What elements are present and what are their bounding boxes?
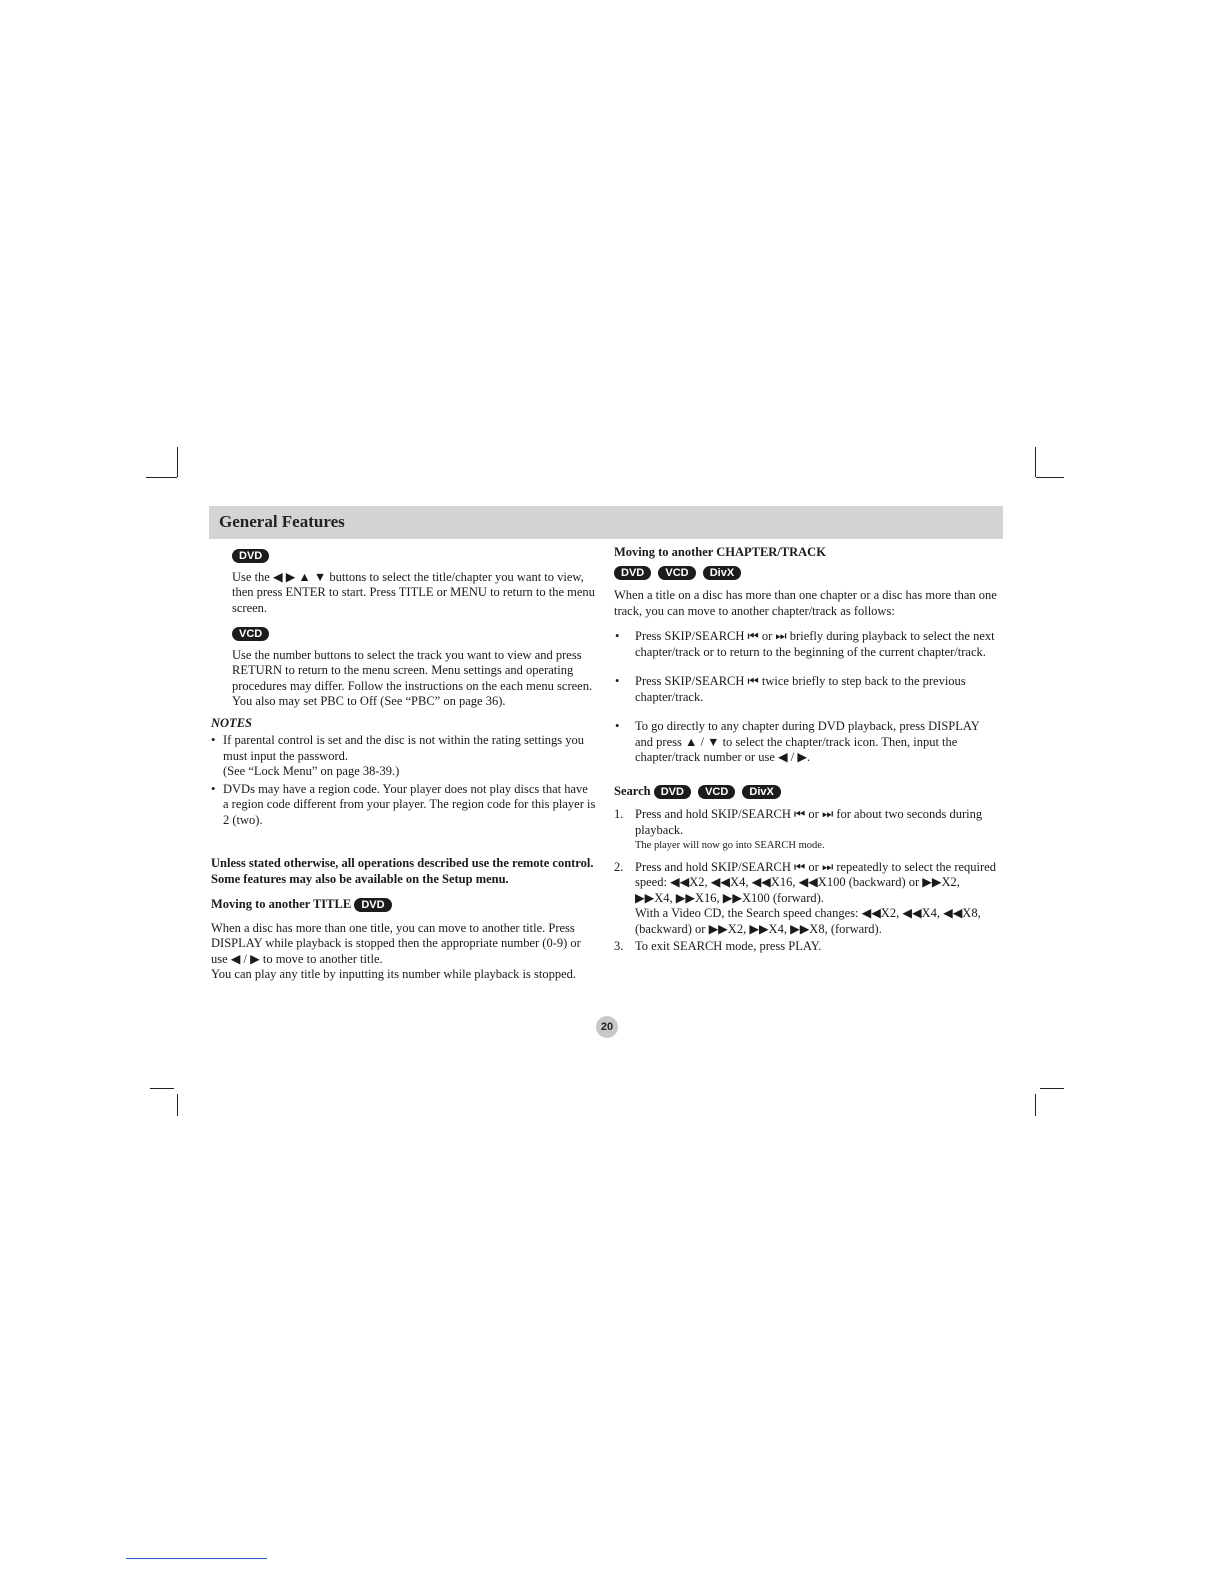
step-number: 2. <box>614 859 624 874</box>
note-item <box>211 782 596 829</box>
note-text: (See “Lock Menu” on page 38-39.) <box>223 764 400 778</box>
bullet-dot: • <box>615 674 620 688</box>
link-underline <box>126 1558 267 1559</box>
vcd-instructions: Use the number buttons to select the track you want to view and press RETURN to return to the menu screen. Menu settings and operating procedures may differ. Follow the instructions on the each menu screen. You also may set PBC to Off (See “PBC” on page 36). <box>232 647 593 708</box>
bullet-dot: • <box>615 629 620 643</box>
title-paragraph: You can play any title by inputting its number while playback is stopped. <box>211 967 577 981</box>
dvd-badge: DVD <box>614 566 651 580</box>
notes-heading: NOTES <box>211 715 252 730</box>
crop-mark <box>150 1088 174 1089</box>
bullet-dot: • <box>211 733 216 747</box>
bullet-text: Press SKIP/SEARCH ⏮ or ⏭ briefly during playback to select the next chapter/track or to return to the beginning of the current chapter/track. <box>635 629 995 659</box>
section-title: General Features <box>219 512 345 531</box>
search-step <box>614 939 999 955</box>
bullet-text: Press SKIP/SEARCH ⏮ twice briefly to step back to the previous chapter/track. <box>635 674 966 704</box>
right-column <box>614 545 999 955</box>
step-text: Press and hold SKIP/SEARCH ⏮ or ⏭ repeatedly to select the required speed: ◀◀X2, ◀◀X4, ◀◀X16, ◀◀X100 (backward) or ▶▶X2, ▶▶X4, ▶▶X16, ▶▶X100 (forward). <box>635 859 996 905</box>
search-step <box>614 807 999 854</box>
step-note: The player will now go into SEARCH mode. <box>635 840 825 851</box>
dvd-badge: DVD <box>354 898 391 912</box>
note-item <box>211 733 596 780</box>
divx-badge: DivX <box>742 785 780 799</box>
bullet-dot: • <box>615 719 620 733</box>
note-text: If parental control is set and the disc is not within the rating settings you must input the password. <box>223 733 585 763</box>
chapter-badges <box>614 565 999 581</box>
crop-mark <box>1035 447 1036 477</box>
dvd-badge: DVD <box>654 785 691 799</box>
chapter-heading: Moving to another CHAPTER/TRACK <box>614 545 826 559</box>
chapter-bullet <box>614 629 999 660</box>
step-number: 3. <box>614 939 624 953</box>
step-text: To exit SEARCH mode, press PLAY. <box>635 939 822 953</box>
page-number: 20 <box>596 1016 618 1038</box>
divx-badge: DivX <box>703 566 741 580</box>
dvd-badge-row <box>211 548 596 564</box>
vcd-badge: VCD <box>658 566 695 580</box>
search-heading <box>614 784 999 800</box>
crop-mark <box>177 1094 178 1116</box>
title-paragraph: When a disc has more than one title, you can move to another title. Press DISPLAY while playback is stopped then the appropriate number (0-9) or use ◀ / ▶ to move to another title. <box>211 920 581 966</box>
bullet-text: To go directly to any chapter during DVD playback, press DISPLAY and press ▲ / ▼ to select the chapter/track icon. Then, input the chapter/track number or use ◀ / ▶. <box>635 719 980 764</box>
chapter-bullet <box>614 719 999 766</box>
title-heading <box>211 897 596 913</box>
chapter-bullet <box>614 674 999 705</box>
operations-notice: Unless stated otherwise, all operations described use the remote control. Some features may also be available on the Setup menu. <box>211 856 594 886</box>
note-text: DVDs may have a region code. Your player does not play discs that have a region code different from your player. The region code for this player is 2 (two). <box>223 781 596 827</box>
step-number: 1. <box>614 807 624 821</box>
crop-mark <box>1035 1094 1036 1116</box>
vcd-badge: VCD <box>232 627 269 641</box>
chapter-intro: When a title on a disc has more than one chapter or a disc has more than one track, you can move to another chapter/track as follows: <box>614 588 997 618</box>
vcd-badge-row <box>211 626 596 642</box>
title-heading-text: Moving to another TITLE <box>211 897 352 911</box>
dvd-instructions: Use the ◀ ▶ ▲ ▼ buttons to select the title/chapter you want to view, then press ENTER to start. Press TITLE or MENU to return to the menu screen. <box>232 569 595 615</box>
search-heading-text: Search <box>614 783 651 798</box>
crop-mark <box>1036 477 1064 478</box>
step-text: Press and hold SKIP/SEARCH ⏮ or ⏭ for about two seconds during playback. <box>635 807 983 837</box>
left-column <box>211 548 596 983</box>
bullet-dot: • <box>211 781 216 796</box>
crop-mark <box>177 447 178 477</box>
search-step <box>614 860 999 938</box>
section-header <box>209 506 1003 539</box>
vcd-badge: VCD <box>698 785 735 799</box>
crop-mark <box>1040 1088 1064 1089</box>
step-text: With a Video CD, the Search speed changes: ◀◀X2, ◀◀X4, ◀◀X8, (backward) or ▶▶X2, ▶▶X4, ▶▶X8, (forward). <box>635 906 981 936</box>
crop-mark <box>146 477 177 478</box>
dvd-badge: DVD <box>232 549 269 563</box>
